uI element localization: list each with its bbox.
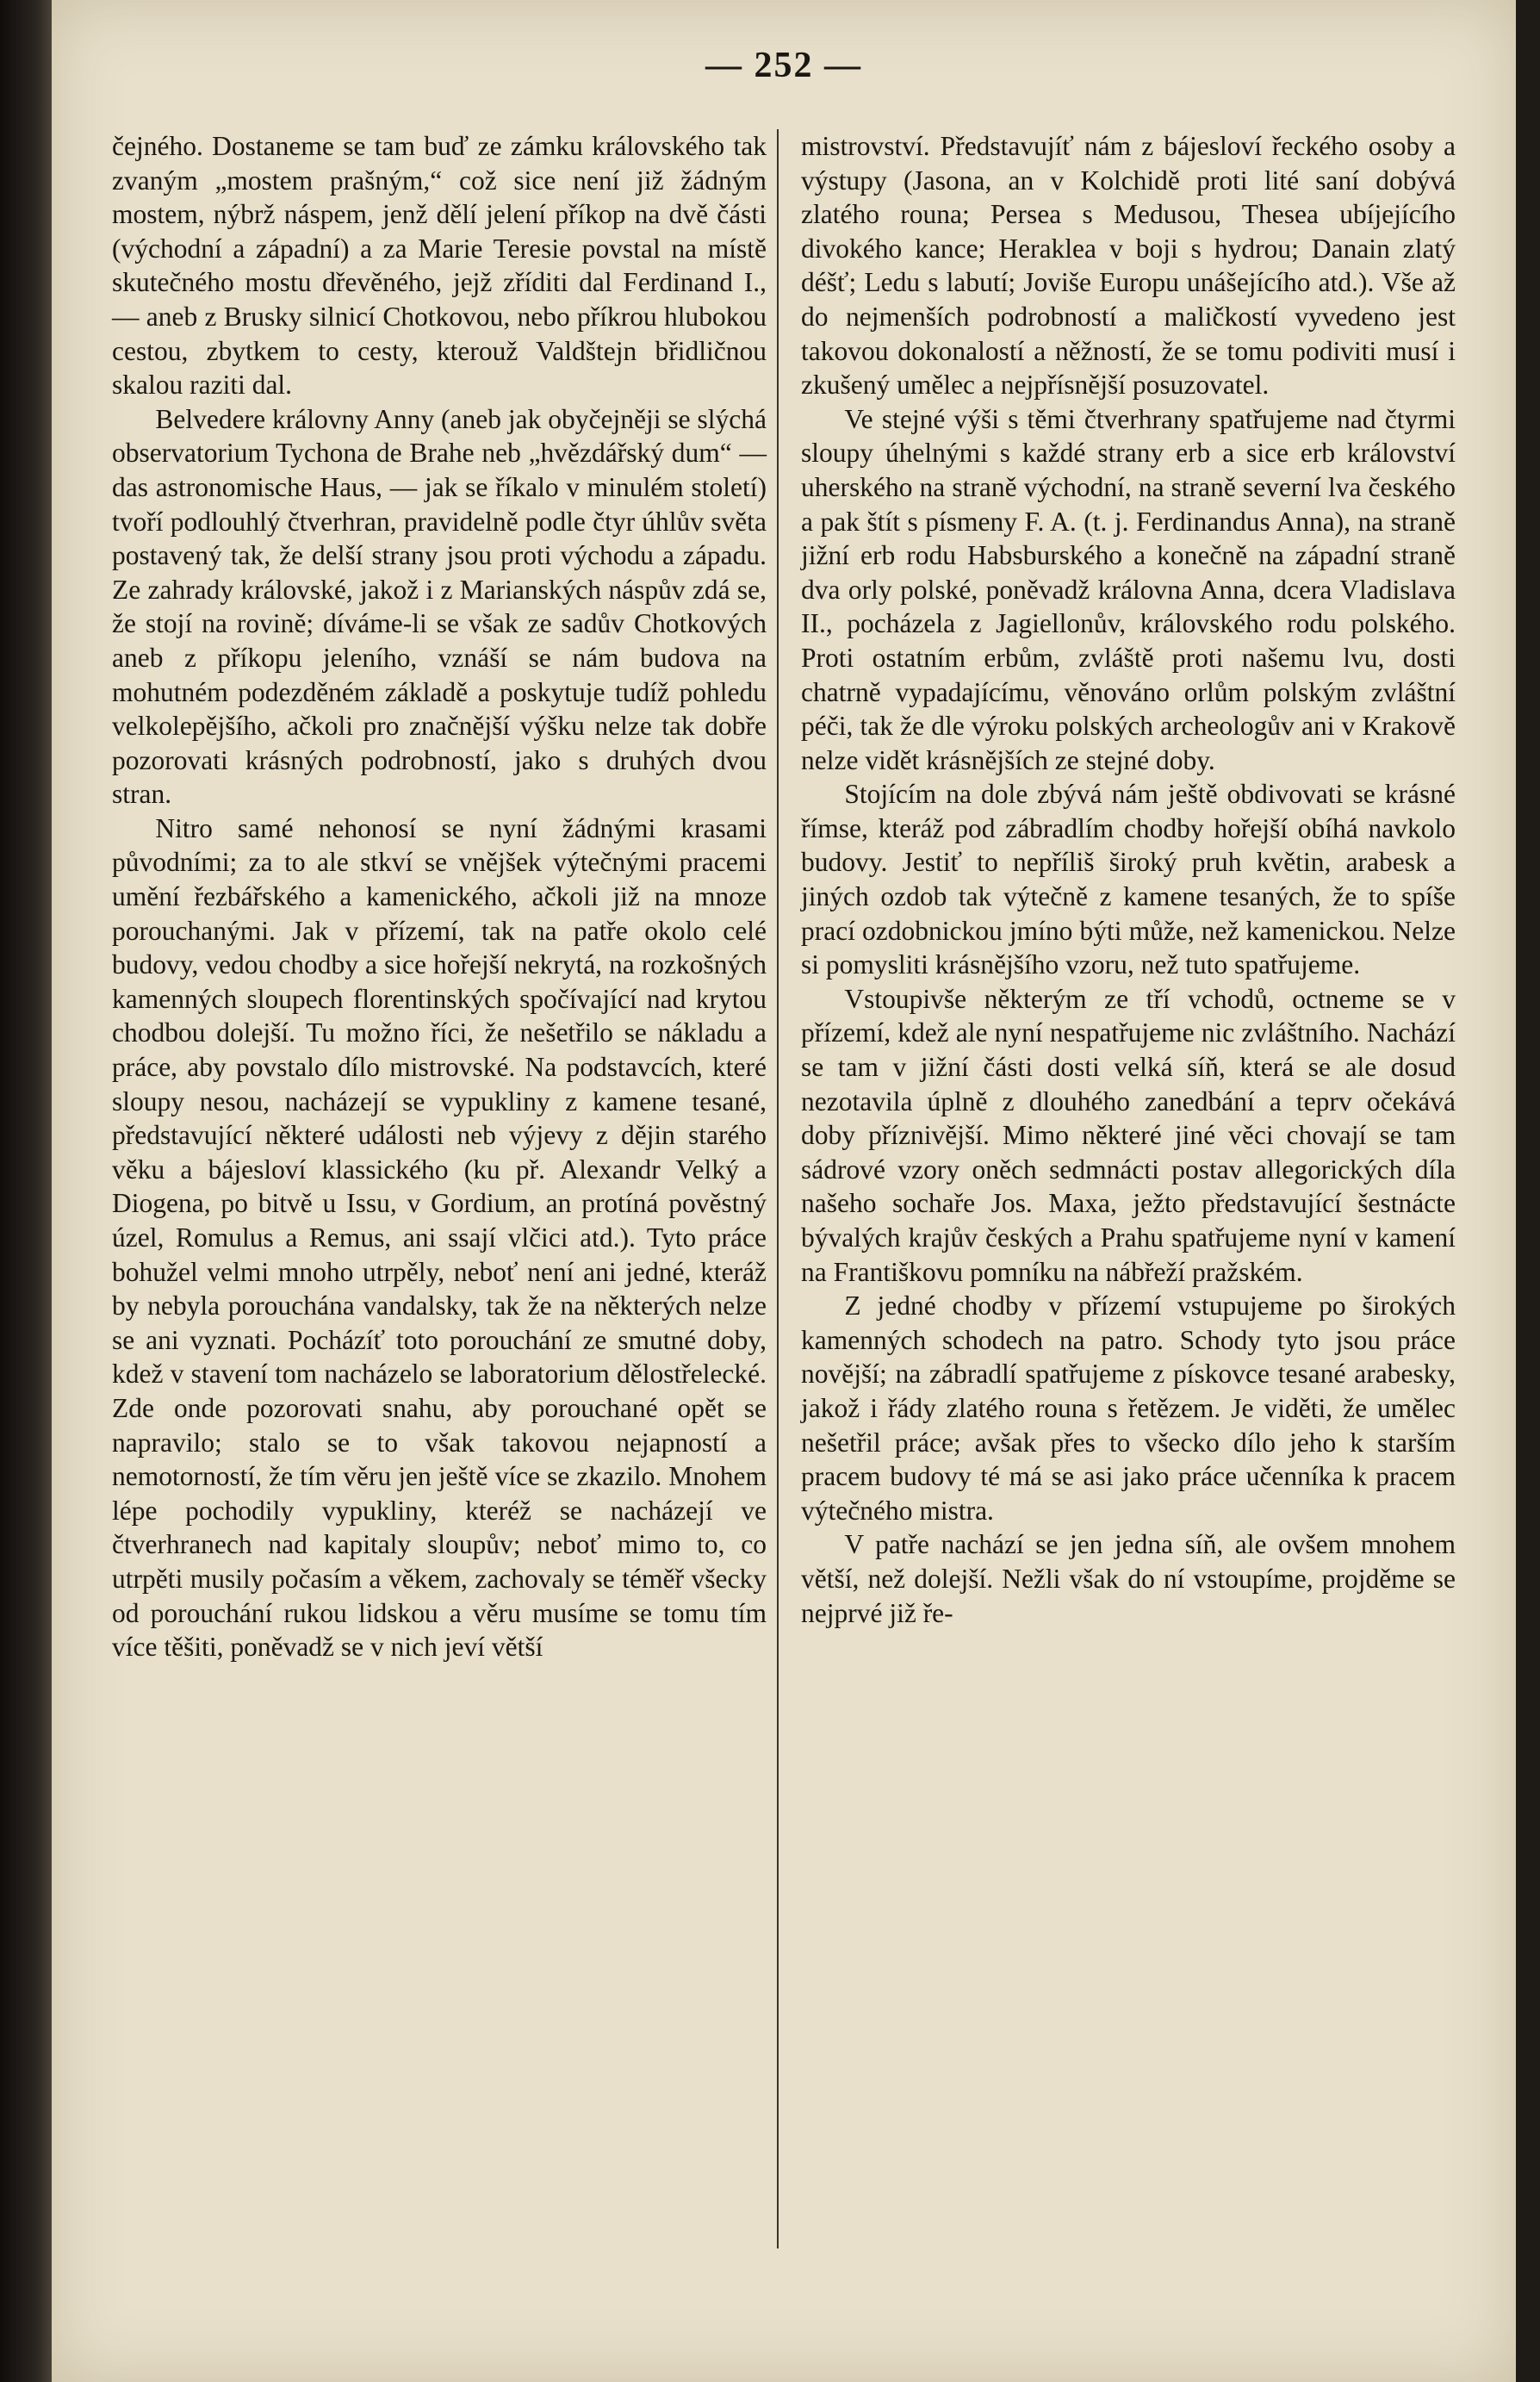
book-page — [52, 0, 1516, 2382]
paragraph: mistrovství. Představujíť nám z bájesloví řeckého osoby a výstupy (Jasona, an v Kolchidě proti lité saní dobývá zlatého rouna; Persea s Medusou, Thesea ubíjejícího divokého kance; Heraklea v boji s hydrou; Danain zlatý déšť; Ledu s labutí; Joviše Europu unášejícího atd.). Vše až do nejmenších podrobností a maličkostí vyvedeno jest takovou dokonalostí a něžností, že se tomu podiviti musí i zkušený umělec a nejpřísnější posuzovatel. — [801, 131, 1456, 401]
paragraph: Nitro samé nehonosí se nyní žádnými krasami původními; za to ale stkví se vnějšek výtečnými pracemi umění řezbářského a kamenického, ačkoli již na mnoze porouchanými. Jak v přízemí, tak na patře okolo celé budovy, vedou chodby a sice hořejší nekrytá, na rozkošných kamenných sloupech florentinských spočívající nad krytou chodbou dolejší. Tu možno říci, že nešetřilo se nákladu a práce, aby povstalo dílo mistrovské. Na podstavcích, které sloupy nesou, nacházejí se vypukliny z kamene tesané, představující některé události neb výjevy z dějin starého věku a bájesloví klassického (ku př. Alexandr Velký a Diogena, po bitvě u Issu, v Gordium, an protíná pověstný úzel, Romulus a Remus, ani ssají vlčici atd.). Tyto práce bohužel velmi mnoho utrpěly, neboť není ani jedné, kteráž by nebyla porouchána vandalsky, tak že na některých nelze se ani vyznati. Pocházíť toto porouchání ze smutné doby, kdež v stavení tom nacházelo se laboratorium dělostřelecké. Zde onde pozorovati snahu, aby porouchané opět se napravilo; stalo se to však takovou nejapností a nemotorností, že tím věru jen ještě více se zkazilo. Mnohem lépe pochodily vypukliny, kteréž se nacházejí ve čtverhranech nad kapitaly sloupův; neboť mimo to, co utrpěti musily počasím a věkem, zachovaly se téměř všecky od porouchání rukou lidskou a věru musíme se tomu tím více těšiti, poněvadž se v nich jeví větší — [112, 812, 767, 1663]
paragraph: Z jedné chodby v přízemí vstupujeme po širokých kamenných schodech na patro. Schody tyto jsou práce novější; na zábradlí spatřujeme z pískovce tesané arabesky, jakož i řády zlatého rouna s řetězem. Je viděti, že umělec nešetřil práce; avšak přes to všecko dílo jeho k starším pracem budovy té má se asi jako práce učenníka k pracem výtečného mistra. — [801, 1291, 1456, 1526]
left-column — [112, 129, 767, 1664]
book-binding — [0, 0, 52, 2382]
paragraph: Ve stejné výši s těmi čtverhrany spatřujeme nad čtyrmi sloupy úhelnými s každé strany erb a sice erb království uherského na straně východní, na straně severní lva českého a pak štít s písmeny F. A. (t. j. Ferdinandus Anna), na straně jižní erb rodu Habsburského a konečně na západní straně dva orly polské, poněvadž královna Anna, dcera Vladislava II., pocházela z Jagiellonův, královského rodu polského. Proti ostatním erbům, zvláště proti našemu lvu, dosti chatrně vypadajícímu, věnováno orlům polským zvláštní péči, tak že dle výroku polských archeologův ani v Krakově nelze vidět krásnějších ze stejné doby. — [801, 403, 1456, 775]
paragraph: V patře nachází se jen jedna síň, ale ovšem mnohem větší, než dolejší. Nežli však do ní vstoupíme, projděme se nejprvé již ře- — [801, 1529, 1456, 1628]
paragraph: Belvedere královny Anny (aneb jak obyčejněji se slýchá observatorium Tychona de Brahe neb „hvězdářský dum“ — das astronomische Haus, — jak se říkalo v minulém století) tvoří podlouhlý čtverhran, pravidelně podle čtyr úhlův světa postavený tak, že delší strany jsou proti východu a západu. Ze zahrady královské, jakož i z Marianských náspův zdá se, že stojí na rovině; díváme-li se však ze sadův Chotkových aneb z příkopu jeleního, vznáší se nám budova na mohutném podezděném základě a poskytuje tudíž pohledu velkolepějšího, ačkoli pro značnější výšku nelze tak dobře pozorovati krásných podrobností, jako s druhých dvou stran. — [112, 403, 767, 810]
column-divider — [777, 129, 779, 2248]
paragraph: Stojícím na dole zbývá nám ještě obdivovati se krásné římse, kteráž pod zábradlím chodby hořejší obíhá navkolo budovy. Jestiť to nepříliš široký pruh květin, arabesk a jiných ozdob tak výtečně z kamene tesaných, že to spíše prací ozdobnickou jmíno býti může, než kamenickou. Nelze si pomysliti krásnějšího vzoru, než tuto spatřujeme. — [801, 779, 1456, 980]
paragraph: čejného. Dostaneme se tam buď ze zámku královského tak zvaným „mostem prašným,“ což sice není již žádným mostem, nýbrž náspem, jenž dělí jelení příkop na dvě části (východní a západní) a za Marie Teresie povstal na místě skutečného mostu dřevěného, jejž zříditi dal Ferdinand I., — aneb z Brusky silnicí Chotkovou, nebo příkrou hlubokou cestou, zbytkem to cesty, kterouž Valdštejn břidličnou skalou raziti dal. — [112, 131, 767, 401]
paragraph: Vstoupivše některým ze tří vchodů, octneme se v přízemí, kdež ale nyní nespatřujeme nic zvláštního. Nachází se tam v jižní části dosti velká síň, která se ale dosud nezotavila úplně z dlouhého zanedbání a teprv očekává doby příznivější. Mimo některé jiné věci chovají se tam sádrové vzory oněch sedmnácti postav allegorických díla našeho sochaře Jos. Maxa, ježto představující šestnácte bývalých krajův českých a Prahu spatřujeme nyní v kamení na Františkovu pomníku na nábřeží pražském. — [801, 983, 1456, 1287]
right-column — [801, 129, 1456, 1630]
page-number: — 252 — — [705, 46, 862, 85]
